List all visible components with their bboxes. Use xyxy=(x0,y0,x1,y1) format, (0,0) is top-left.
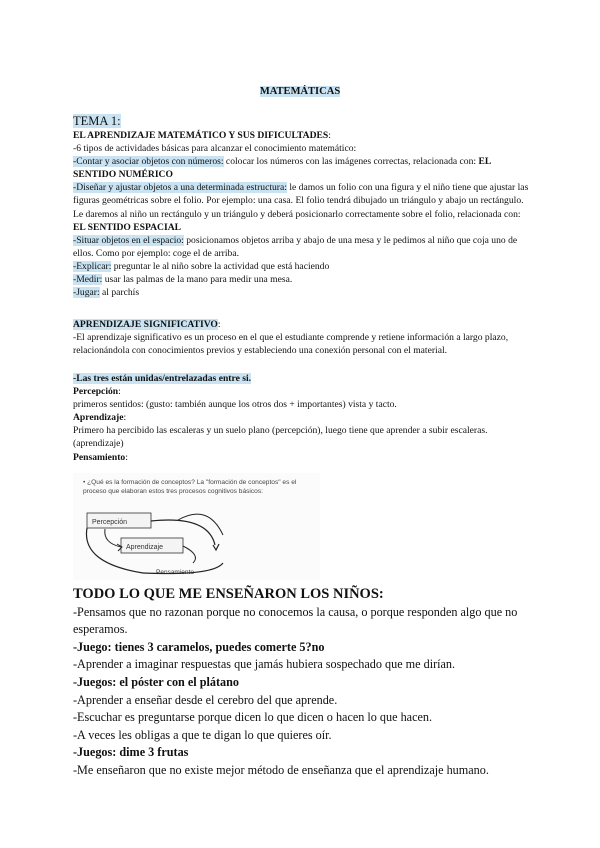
section-ninos xyxy=(73,586,535,780)
page-title: MATEMÁTICAS xyxy=(259,86,341,97)
line-5: -A veces les obligas a que te digan lo que quieres oír. xyxy=(73,727,332,742)
heading-aprendizaje-significativo: APRENDIZAJE SIGNIFICATIVO: xyxy=(73,319,221,330)
significativo-text: -El aprendizaje significativo es un proceso en el que el estudiante comprende y retiene información a largo plazo, relacionándola con conocimientos previos y estableciendo una conexión personal con el material. xyxy=(73,332,509,357)
juego-frutas: -Juegos: dime 3 frutas xyxy=(73,745,189,760)
line-3: -Aprender a enseñar desde el cerebro del que aprende. xyxy=(73,692,338,707)
box-aprendizaje-label: Aprendizaje xyxy=(126,544,163,551)
section-1 xyxy=(73,129,535,299)
tres-unidas: -Las tres están unidas/entrelazadas entre si. xyxy=(73,373,252,384)
section-tres xyxy=(73,372,535,464)
box-percepcion-label: Percepción xyxy=(92,519,128,526)
line-2: -Aprender a imaginar respuestas que jamás hubiera sospechado que me dirían. xyxy=(73,657,456,672)
percepcion-label: Percepción: xyxy=(73,386,121,398)
activity-medir: -Medir: usar las palmas de la mano para medir una mesa. xyxy=(73,274,293,286)
arc-inner-right xyxy=(183,546,195,563)
concept-diagram-image xyxy=(73,473,320,580)
activity-disenar: -Diseñar y ajustar objetos a una determinada estructura: le damos un folio con una figura y el niño tiene que ajustar las figuras geométricas sobre el folio. Por ejemplo: una casa. El folio tendrá dibujado un triángulo y abajo un rectángulo. Le daremos al niño un rectángulo y un triángulo y deberá posicionarlo correctamente sobre el folio, relacionada con: EL SENTIDO ESPACIAL xyxy=(73,182,529,233)
tema-heading: TEMA 1: xyxy=(73,114,121,128)
percepcion-text: primeros sentidos: (gusto: también aunque los otros dos + importantes) vista y tacto. xyxy=(73,399,397,411)
pensamiento-label: Pensamiento: xyxy=(73,451,128,463)
arc-upper xyxy=(178,514,223,535)
line-4: -Escuchar es preguntarse porque dicen lo que dicen o hacen lo que hacen. xyxy=(73,710,433,725)
activity-contar: -Contar y asociar objetos con números: colocar los números con las imágenes correctas, relacionada con: EL SENTIDO NUMÉRICO xyxy=(73,156,491,181)
diagram-caption: • ¿Qué es la formación de conceptos? La "formación de conceptos" es el proceso que elaboran estos tres procesos cognitivos básicos: xyxy=(83,479,297,495)
aprendizaje-text: Primero ha percibido las escaleras y un suelo plano (percepción), luego tiene que aprender a subir escaleras. (aprendizaje) xyxy=(73,425,488,450)
activity-situar: -Situar objetos en el espacio: posicionamos objetos arriba y abajo de una mesa y le pedimos al niño que coja uno de ellos. Como por ejemplo: coge el de arriba. xyxy=(73,234,518,259)
diagram-drawing xyxy=(73,473,320,580)
juego-poster: -Juegos: el póster con el plátano xyxy=(73,674,239,689)
juego-caramelos: -Juego: tienes 3 caramelos, puedes comerte 5?no xyxy=(73,639,325,654)
intro-line: -6 tipos de actividades básicas para alcanzar el conocimiento matemático: xyxy=(73,143,357,155)
line-6: -Me enseñaron que no existe mejor método de enseñanza que el aprendizaje humano. xyxy=(73,762,489,777)
activity-jugar: -Jugar: al parchís xyxy=(73,287,140,299)
line-1: -Pensamos que no razonan porque no conocemos la causa, o porque responden algo que no esperamos. xyxy=(73,604,518,637)
arc-inner xyxy=(105,529,121,547)
heading-aprendizaje-matematico: EL APRENDIZAJE MATEMÁTICO Y SUS DIFICULTADES: xyxy=(73,130,331,141)
arrow-head-1 xyxy=(213,544,219,550)
heading-todo-lo-que: TODO LO QUE ME ENSEÑARON LOS NIÑOS: xyxy=(73,586,384,602)
activity-explicar: -Explicar: preguntar le al niño sobre la actividad que está haciendo xyxy=(73,260,330,272)
label-pensamiento: Pensamiento xyxy=(156,569,194,576)
section-significativo xyxy=(73,318,535,357)
aprendizaje-label: Aprendizaje: xyxy=(73,412,127,424)
